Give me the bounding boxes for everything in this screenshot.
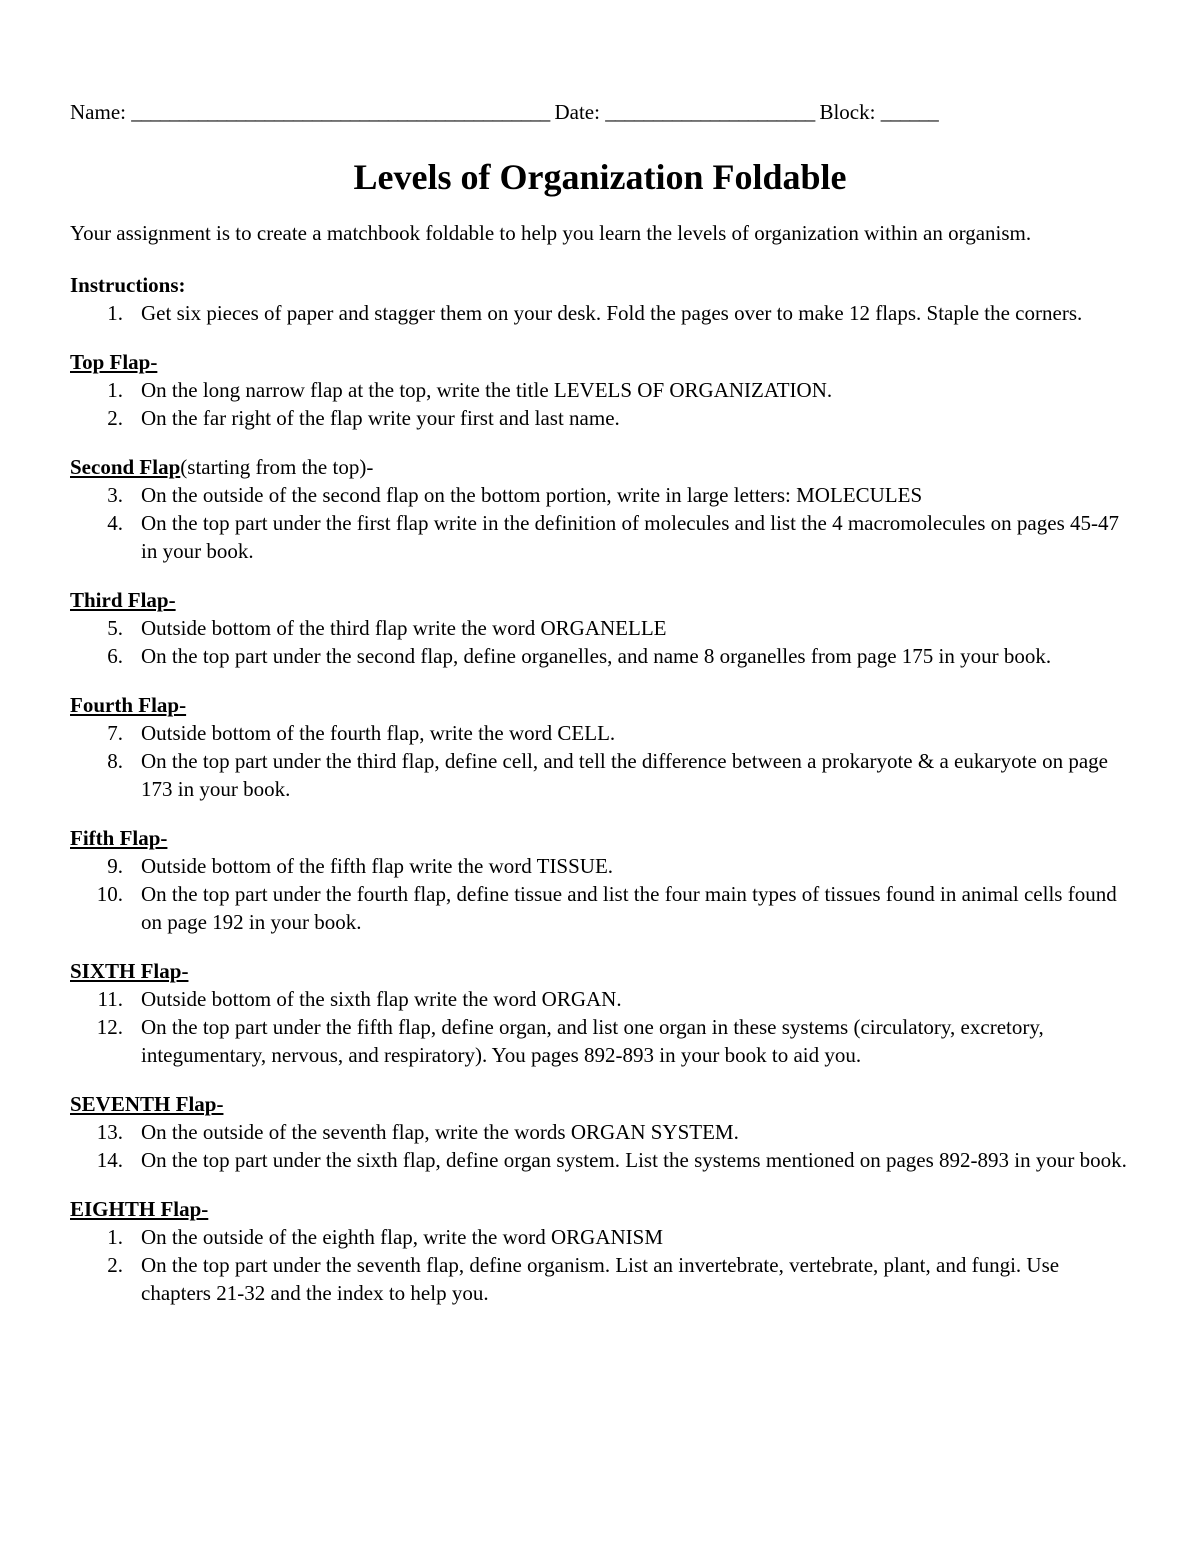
section-heading: Third Flap- — [70, 588, 176, 612]
section-heading-line — [70, 692, 1130, 719]
section-heading-line — [70, 587, 1130, 614]
step-number: 10. — [96, 882, 123, 906]
section-heading: Fourth Flap- — [70, 693, 187, 717]
step-number: 12. — [96, 1015, 123, 1039]
page-title: Levels of Organization Foldable — [353, 157, 847, 197]
section-heading-line — [70, 349, 1130, 376]
step-number: 11. — [97, 987, 123, 1011]
section — [70, 1091, 1130, 1174]
section — [70, 349, 1130, 432]
name-label: Name: — [70, 100, 126, 124]
step-number: 6. — [107, 644, 123, 668]
section-heading-line — [70, 825, 1130, 852]
list-item — [70, 376, 1130, 404]
step-number: 14. — [96, 1148, 123, 1172]
step-text: Outside bottom of the third flap write the word ORGANELLE — [141, 616, 667, 640]
step-number: 5. — [107, 616, 123, 640]
sections-container — [70, 272, 1130, 1307]
step-text: On the top part under the fifth flap, define organ, and list one organ in these systems (circulatory, excretory, integumentary, nervous, and respiratory). You pages 892-893 in your book to aid you. — [141, 1015, 1044, 1067]
list-item — [70, 852, 1130, 880]
section-heading: EIGHTH Flap- — [70, 1197, 209, 1221]
list-item — [70, 880, 1130, 936]
intro-paragraph: Your assignment is to create a matchbook foldable to help you learn the levels of organization within an organism. — [70, 221, 1032, 245]
step-text: On the outside of the seventh flap, write the words ORGAN SYSTEM. — [141, 1120, 739, 1144]
section — [70, 692, 1130, 803]
step-number: 2. — [107, 1253, 123, 1277]
section-heading-line — [70, 1196, 1130, 1223]
step-list — [70, 376, 1130, 432]
step-number: 1. — [107, 378, 123, 402]
section-heading-line — [70, 272, 1130, 299]
step-number: 1. — [107, 301, 123, 325]
step-number: 13. — [96, 1120, 123, 1144]
step-list — [70, 299, 1130, 327]
block-field[interactable]: ______ — [880, 100, 938, 124]
block-label: Block: — [819, 100, 876, 124]
section-heading: SEVENTH Flap- — [70, 1092, 224, 1116]
list-item — [70, 404, 1130, 432]
step-list — [70, 985, 1130, 1069]
step-number: 4. — [107, 511, 123, 535]
list-item — [70, 719, 1130, 747]
step-list — [70, 614, 1130, 670]
step-text: On the top part under the seventh flap, define organism. List an invertebrate, vertebrate, plant, and fungi. Use chapters 21-32 and the index to help you. — [141, 1253, 1060, 1305]
step-text: On the far right of the flap write your first and last name. — [141, 406, 620, 430]
list-item — [70, 614, 1130, 642]
step-number: 7. — [107, 721, 123, 745]
section — [70, 958, 1130, 1069]
list-item — [70, 1013, 1130, 1069]
section-heading: Instructions: — [70, 273, 186, 297]
list-item — [70, 747, 1130, 803]
section-heading: Fifth Flap- — [70, 826, 168, 850]
step-text: On the outside of the second flap on the bottom portion, write in large letters: MOLECULES — [141, 483, 923, 507]
section — [70, 825, 1130, 936]
step-text: On the long narrow flap at the top, write the title LEVELS OF ORGANIZATION. — [141, 378, 833, 402]
worksheet-page — [70, 96, 1130, 1307]
section — [70, 1196, 1130, 1307]
section — [70, 272, 1130, 327]
step-text: Outside bottom of the fifth flap write the word TISSUE. — [141, 854, 614, 878]
section-heading: Top Flap- — [70, 350, 158, 374]
step-list — [70, 852, 1130, 936]
step-text: On the top part under the second flap, define organelles, and name 8 organelles from page 175 in your book. — [141, 644, 1052, 668]
list-item — [70, 1146, 1130, 1174]
student-info-line — [70, 96, 1130, 128]
list-item — [70, 1118, 1130, 1146]
list-item — [70, 1223, 1130, 1251]
step-text: On the top part under the fourth flap, define tissue and list the four main types of tissues found in animal cells found on page 192 in your book. — [141, 882, 1117, 934]
section-heading-note: (starting from the top)- — [180, 455, 374, 479]
step-text: On the top part under the sixth flap, define organ system. List the systems mentioned on pages 892-893 in your book. — [141, 1148, 1127, 1172]
step-number: 1. — [107, 1225, 123, 1249]
list-item — [70, 299, 1130, 327]
section-heading-line — [70, 454, 1130, 481]
step-text: Outside bottom of the fourth flap, write the word CELL. — [141, 721, 616, 745]
step-number: 3. — [107, 483, 123, 507]
list-item — [70, 985, 1130, 1013]
section-heading-line — [70, 958, 1130, 985]
step-list — [70, 719, 1130, 803]
section — [70, 587, 1130, 670]
step-list — [70, 481, 1130, 565]
list-item — [70, 642, 1130, 670]
section-heading: Second Flap — [70, 455, 181, 479]
step-list — [70, 1223, 1130, 1307]
list-item — [70, 481, 1130, 509]
section-heading: SIXTH Flap- — [70, 959, 189, 983]
name-field[interactable]: ____________________________________________ — [131, 100, 550, 124]
list-item — [70, 1251, 1130, 1307]
step-text: On the outside of the eighth flap, write the word ORGANISM — [141, 1225, 663, 1249]
date-label: Date: — [554, 100, 600, 124]
step-number: 9. — [107, 854, 123, 878]
step-number: 2. — [107, 406, 123, 430]
step-text: Get six pieces of paper and stagger them on your desk. Fold the pages over to make 12 flaps. Staple the corners. — [141, 301, 1083, 325]
step-text: Outside bottom of the sixth flap write the word ORGAN. — [141, 987, 622, 1011]
step-text: On the top part under the first flap write in the definition of molecules and list the 4 macromolecules on pages 45-47 in your book. — [141, 511, 1119, 563]
step-text: On the top part under the third flap, define cell, and tell the difference between a prokaryote & a eukaryote on page 173 in your book. — [141, 749, 1108, 801]
date-field[interactable]: ______________________ — [605, 100, 815, 124]
section — [70, 454, 1130, 565]
section-heading-line — [70, 1091, 1130, 1118]
step-number: 8. — [107, 749, 123, 773]
list-item — [70, 509, 1130, 565]
step-list — [70, 1118, 1130, 1174]
